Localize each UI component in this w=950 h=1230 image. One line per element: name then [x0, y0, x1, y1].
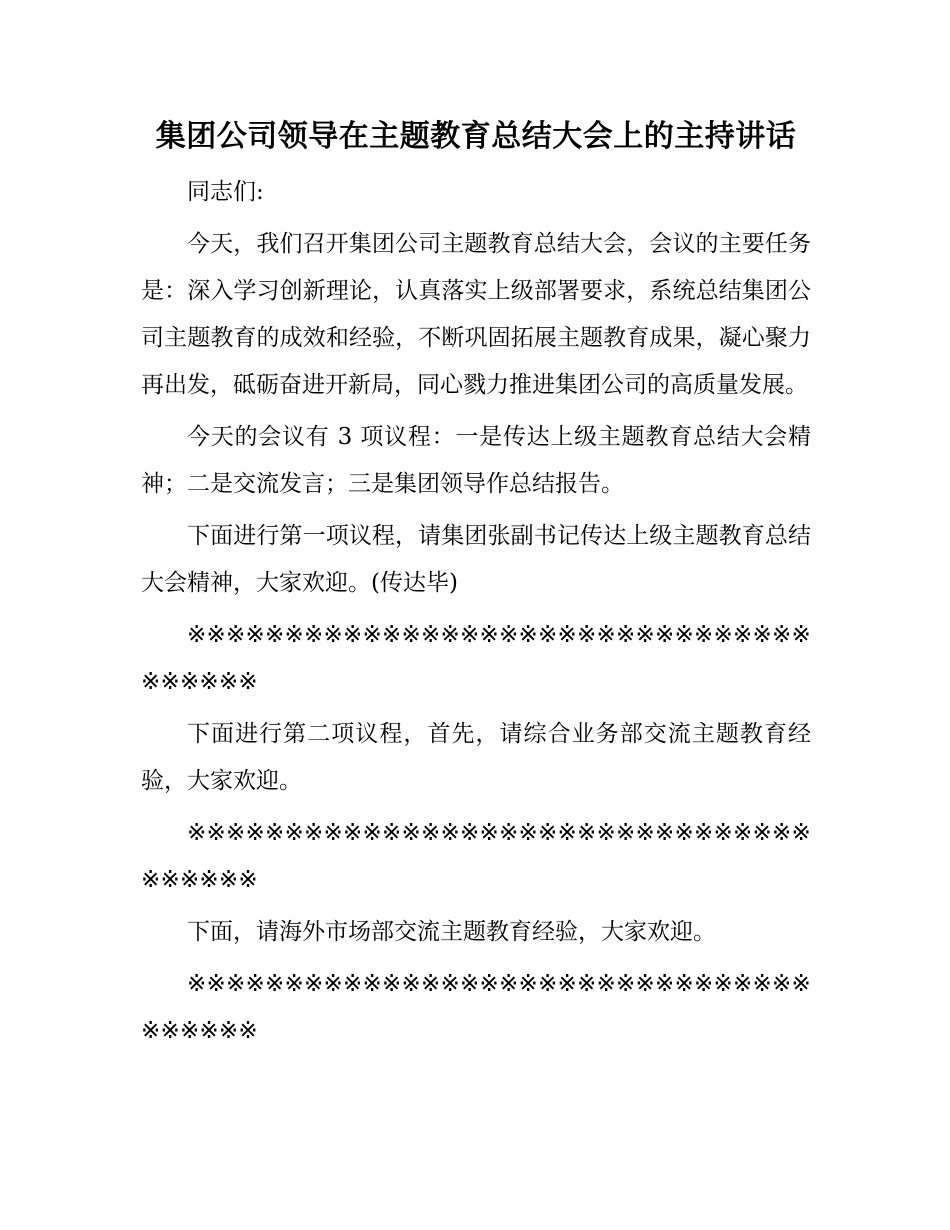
- paragraph-overseas-market: 下面，请海外市场部交流主题教育经验，大家欢迎。: [187, 919, 716, 945]
- salutation: 同志们:: [187, 179, 264, 205]
- paragraph-opening: 今天，我们召开集团公司主题教育总结大会，会议的主要任务是：深入学习创新理论，认真落实上级部署要求，系统总结集团公司主题教育的成效和经验，不断巩固拓展主题教育成果，凝心聚力再出发，砥砺奋进开新局，同心戮力推进集团公司的高质量发展。: [141, 231, 811, 398]
- document-title: 集团公司领导在主题教育总结大会上的主持讲话: [155, 119, 797, 154]
- paragraph-first-item: 下面进行第一项议程，请集团张副书记传达上级主题教育总结大会精神，大家欢迎。(传达毕): [141, 523, 811, 596]
- document-page: [141, 0, 811, 1055]
- placeholder-marks: ※※※※※※※※※※※※※※※※※※※※※※※※※※※※※※※※※※※※※※: [141, 622, 811, 695]
- placeholder-marks: ※※※※※※※※※※※※※※※※※※※※※※※※※※※※※※※※※※※※※※: [141, 971, 811, 1044]
- paragraph-agenda: 今天的会议有 3 项议程：一是传达上级主题教育总结大会精神；二是交流发言；三是集团领导作总结报告。: [141, 424, 811, 497]
- paragraph-second-item: 下面进行第二项议程，首先，请综合业务部交流主题教育经验，大家欢迎。: [141, 721, 811, 794]
- placeholder-marks: ※※※※※※※※※※※※※※※※※※※※※※※※※※※※※※※※※※※※※※: [141, 820, 811, 893]
